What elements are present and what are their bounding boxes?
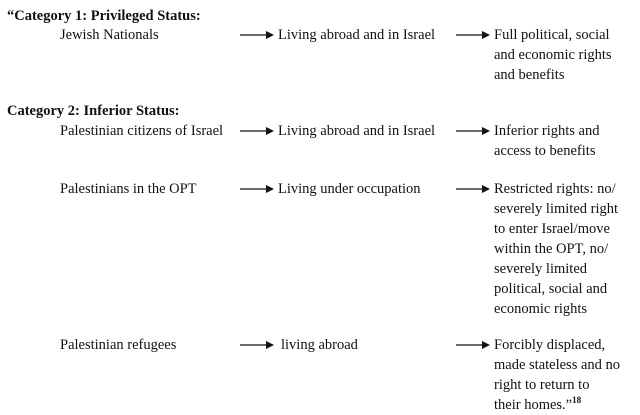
outcome-line: access to benefits: [494, 143, 596, 159]
category-1-heading: “Category 1: Privileged Status:: [7, 8, 201, 24]
arrow-icon: [456, 184, 490, 194]
situation-palestinian-citizens: Living abroad and in Israel: [278, 123, 436, 139]
outcome-line: Forcibly displaced,: [494, 337, 606, 353]
outcome-line: [494, 395, 620, 415]
outcome-jewish-nationals: [494, 25, 612, 85]
group-jewish-nationals: Jewish Nationals: [60, 27, 159, 43]
outcome-line: political, social and: [494, 281, 608, 297]
group-palestinians-opt: Palestinians in the OPT: [60, 181, 197, 197]
group-palestinian-refugees: Palestinian refugees: [60, 337, 177, 353]
outcome-line: made stateless and no: [494, 357, 621, 373]
outcome-line: and benefits: [494, 67, 565, 83]
outcome-palestinian-refugees: [494, 335, 620, 415]
footnote-marker: 18: [572, 395, 582, 406]
outcome-line: severely limited: [494, 261, 588, 277]
group-palestinian-citizens: Palestinian citizens of Israel: [60, 123, 224, 139]
outcome-line: severely limited right: [494, 201, 619, 217]
outcome-line: Full political, social: [494, 27, 610, 43]
arrow-icon: [456, 126, 490, 136]
situation-jewish-nationals: Living abroad and in Israel: [278, 27, 436, 43]
arrow-icon: [456, 30, 490, 40]
outcome-line: right to return to: [494, 377, 590, 393]
outcome-line: economic rights: [494, 301, 588, 317]
arrow-icon: [240, 184, 274, 194]
situation-palestinians-opt: Living under occupation: [278, 181, 421, 197]
outcome-line-text: their homes.”: [494, 397, 573, 413]
situation-palestinian-refugees: living abroad: [281, 337, 358, 353]
arrow-icon: [240, 126, 274, 136]
arrow-icon: [240, 340, 274, 350]
outcome-line: and economic rights: [494, 47, 612, 63]
arrow-icon: [240, 30, 274, 40]
arrow-icon: [456, 340, 490, 350]
outcome-palestinians-opt: [494, 179, 618, 319]
outcome-line: Restricted rights: no/: [494, 181, 616, 197]
outcome-palestinian-citizens: [494, 121, 600, 161]
outcome-line: to enter Israel/move: [494, 221, 610, 237]
outcome-line: within the OPT, no/: [494, 241, 609, 257]
outcome-line: Inferior rights and: [494, 123, 600, 139]
category-2-heading: Category 2: Inferior Status:: [7, 103, 180, 119]
